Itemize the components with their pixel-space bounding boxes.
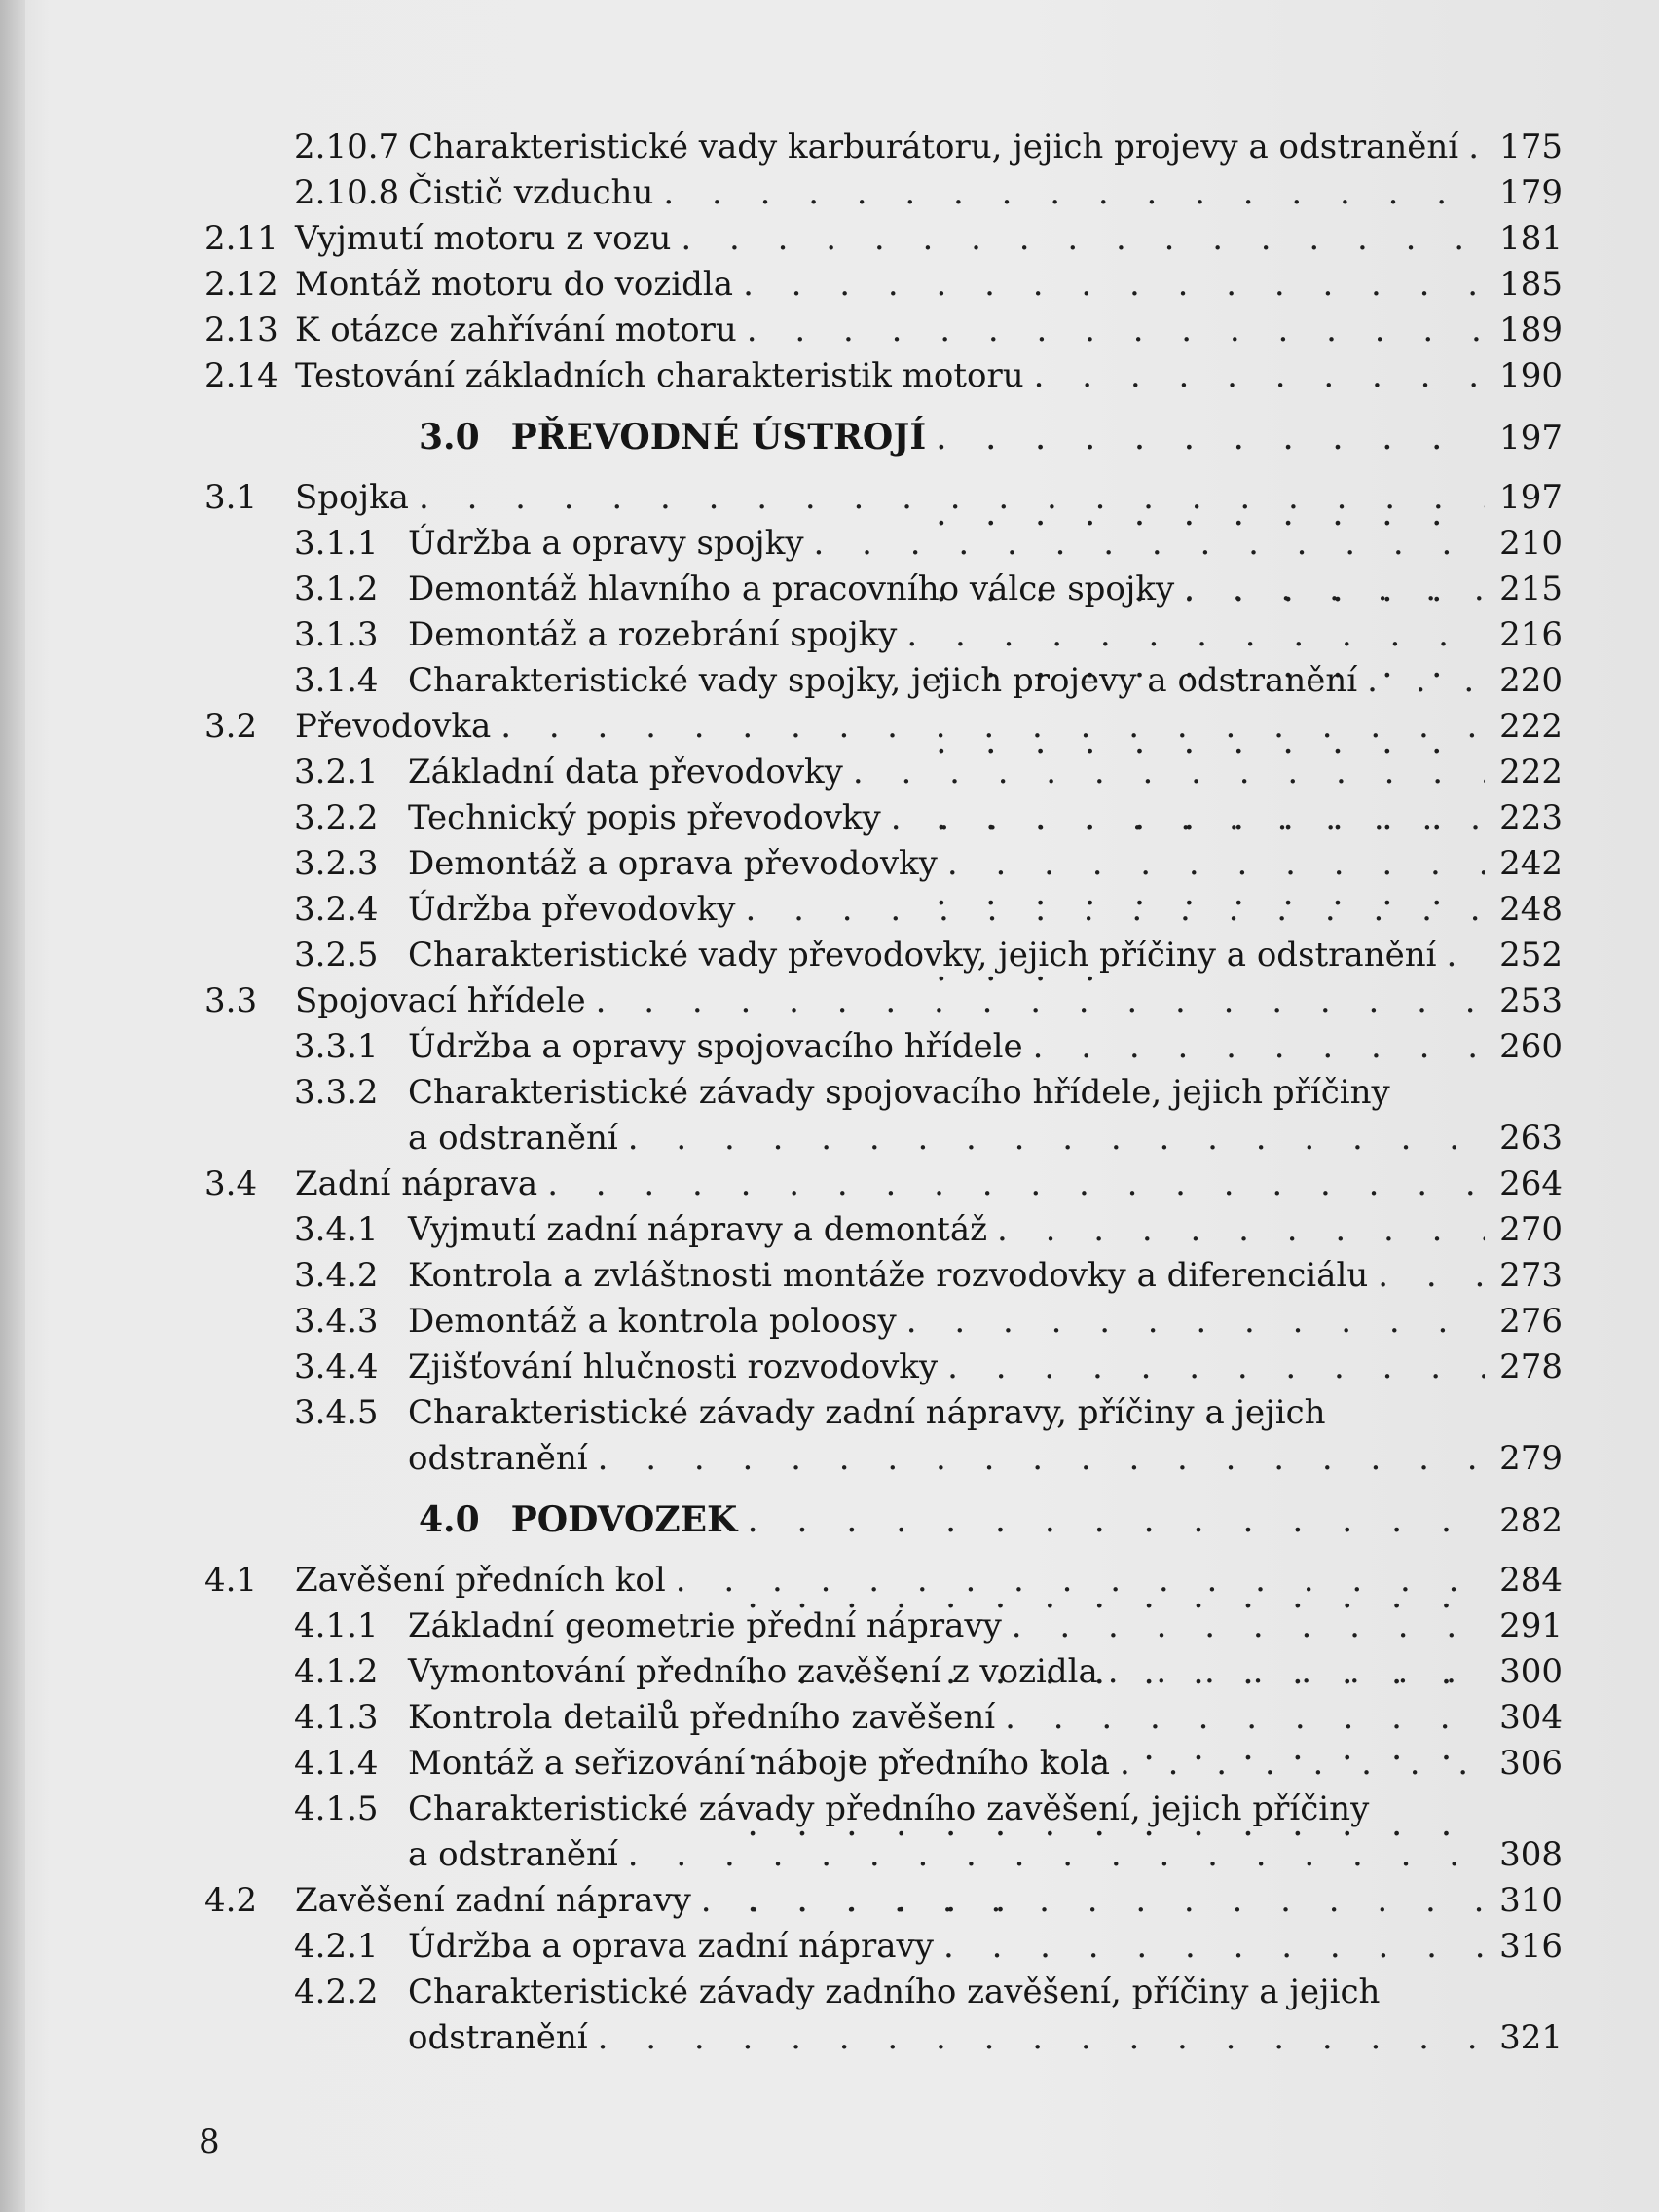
dot-leader [628, 1832, 1485, 1878]
page-ref: 270 [1499, 1210, 1563, 1249]
dot-leader [906, 1299, 1485, 1345]
dot-leader [701, 1878, 1485, 1924]
toc-chapter-heading [180, 1482, 1563, 1558]
chapter-number: 3.0 [419, 417, 480, 458]
toc-section-entry [180, 216, 1563, 262]
toc-subsection-entry [180, 1695, 1563, 1741]
toc-subsection-entry [180, 1390, 1563, 1482]
toc-subsection-entry [180, 1024, 1563, 1070]
page-ref: 279 [1499, 1439, 1563, 1478]
entry-title: Demontáž a rozebrání spojky [408, 615, 898, 654]
toc-subsection-entry [180, 658, 1563, 704]
toc-section-entry [180, 262, 1563, 308]
entry-title-continued: a odstranění [408, 1119, 618, 1158]
entry-number: 4.1.2 [294, 1652, 379, 1691]
chapter-name: PODVOZEK [510, 1499, 738, 1540]
entry-title: Čistič vzduchu [408, 173, 654, 212]
dot-leader [891, 795, 1485, 841]
dot-leader [1378, 1253, 1485, 1299]
entry-title-continued: odstranění [408, 2018, 588, 2057]
dot-leader [743, 262, 1485, 308]
dot-leader [814, 521, 1485, 567]
dot-leader [1005, 1695, 1485, 1741]
page-ref: 190 [1499, 356, 1563, 395]
entry-number: 3.3.1 [294, 1027, 379, 1066]
page-ref: 197 [1499, 419, 1563, 458]
page-ref: 197 [1499, 478, 1563, 517]
entry-title: Zavěšení zadní nápravy [295, 1881, 691, 1920]
entry-number: 4.2.2 [294, 1972, 379, 2011]
toc-subsection-entry [180, 933, 1563, 978]
entry-title: Zavěšení předních kol [295, 1561, 666, 1600]
entry-title-continued: odstranění [408, 1439, 588, 1478]
dot-leader [947, 841, 1485, 887]
toc-subsection-entry [180, 612, 1563, 658]
toc-section-entry [180, 978, 1563, 1024]
entry-number: 3.3.2 [294, 1073, 379, 1112]
entry-title: Vymontování předního zavěšení z vozidla [408, 1652, 1098, 1691]
entry-number: 3.2.3 [294, 844, 379, 883]
toc-subsection-entry [180, 1604, 1563, 1649]
page-ref: 310 [1499, 1881, 1563, 1920]
toc-subsection-entry [180, 125, 1563, 170]
toc-section-entry [180, 704, 1563, 750]
toc-subsection-entry [180, 750, 1563, 795]
toc-chapter-heading [180, 399, 1563, 475]
entry-title: Údržba a opravy spojky [408, 524, 804, 563]
entry-title: Charakteristické vady spojky, jejich projevy a odstranění [408, 661, 1358, 700]
entry-number: 4.2 [204, 1881, 258, 1920]
entry-number: 3.4 [204, 1164, 258, 1203]
entry-title: Základní geometrie přední nápravy [408, 1606, 1002, 1645]
entry-number: 4.1.5 [294, 1789, 379, 1828]
chapter-name: PŘEVODNÉ ÚSTROJÍ [510, 417, 927, 458]
entry-title: Spojovací hřídele [295, 981, 586, 1020]
entry-number: 3.1.3 [294, 615, 379, 654]
entry-number: 2.14 [204, 356, 278, 395]
entry-title: K otázce zahřívání motoru [295, 311, 737, 350]
entry-title: Demontáž a kontrola poloosy [408, 1302, 897, 1341]
entry-title: Demontáž hlavního a pracovního válce spojky [408, 570, 1175, 608]
entry-title: Technický popis převodovky [408, 798, 881, 837]
toc-subsection-entry [180, 1070, 1563, 1161]
entry-number: 4.1.3 [294, 1698, 379, 1737]
entry-number: 3.2 [204, 707, 258, 746]
page-ref: 223 [1499, 798, 1563, 837]
dot-leader [547, 1161, 1485, 1207]
dot-leader [1034, 353, 1485, 399]
chapter-title [419, 1482, 737, 1558]
page-ref: 222 [1499, 753, 1563, 792]
dot-leader [746, 887, 1486, 933]
page-ref: 291 [1499, 1606, 1563, 1645]
entry-number: 3.2.5 [294, 936, 379, 975]
dot-leader [598, 1436, 1485, 1482]
entry-title: Zadní náprava [295, 1164, 538, 1203]
page-ref: 264 [1499, 1164, 1563, 1203]
toc-subsection-entry [180, 567, 1563, 612]
page-ref: 175 [1499, 128, 1563, 166]
page-ref: 304 [1499, 1698, 1563, 1737]
page-ref: 276 [1499, 1302, 1563, 1341]
dot-leader [598, 2015, 1485, 2061]
page-ref: 321 [1499, 2018, 1563, 2057]
entry-number: 3.1 [204, 478, 258, 517]
page-ref: 215 [1499, 570, 1563, 608]
entry-title: Montáž a seřizování náboje předního kola [408, 1744, 1110, 1783]
dot-leader [1108, 1649, 1485, 1695]
entry-number: 3.2.4 [294, 890, 379, 929]
page-ref: 185 [1499, 265, 1563, 304]
toc-subsection-entry [180, 1253, 1563, 1299]
entry-title: Charakteristické vady karburátoru, jejich projevy a odstranění [408, 128, 1459, 166]
page-ref: 242 [1499, 844, 1563, 883]
entry-number: 4.1.1 [294, 1606, 379, 1645]
page-ref: 222 [1499, 707, 1563, 746]
entry-title: Vyjmutí motoru z vozu [295, 219, 672, 258]
entry-title: Údržba převodovky [408, 890, 736, 929]
dot-leader [1012, 1604, 1485, 1649]
dot-leader [1120, 1741, 1485, 1787]
toc-subsection-entry [180, 1924, 1563, 1970]
entry-title-continued: a odstranění [408, 1835, 618, 1874]
entry-title: Charakteristické závady zadního zavěšení, příčiny a jejich [408, 1972, 1381, 2011]
toc-subsection-entry [180, 1649, 1563, 1695]
toc-subsection-entry [180, 1345, 1563, 1390]
entry-title: Údržba a oprava zadní nápravy [408, 1927, 934, 1966]
entry-title: Kontrola a zvláštnosti montáže rozvodovky a diferenciálu [408, 1256, 1369, 1295]
entry-number: 2.10.8 [294, 173, 400, 212]
dot-leader [1447, 933, 1486, 978]
page-ref: 181 [1499, 219, 1563, 258]
entry-title: Spojka [295, 478, 409, 517]
entry-number: 3.2.2 [294, 798, 379, 837]
page-ref: 263 [1499, 1119, 1563, 1158]
dot-leader [906, 612, 1485, 658]
entry-number: 3.2.1 [294, 753, 379, 792]
toc-subsection-entry [180, 841, 1563, 887]
entry-title: Vyjmutí zadní nápravy a demontáž [408, 1210, 988, 1249]
toc-section-entry [180, 1878, 1563, 1924]
entry-number: 3.4.2 [294, 1256, 379, 1295]
toc-subsection-entry [180, 795, 1563, 841]
toc-section-entry [180, 353, 1563, 399]
table-of-contents [180, 125, 1563, 2061]
dot-leader [997, 1207, 1485, 1253]
page-ref: 308 [1499, 1835, 1563, 1874]
dot-leader [853, 750, 1485, 795]
entry-number: 3.4.4 [294, 1347, 379, 1386]
page-ref: 189 [1499, 311, 1563, 350]
dot-leader [681, 216, 1485, 262]
toc-subsection-entry [180, 887, 1563, 933]
entry-title: Montáž motoru do vozidla [295, 265, 734, 304]
chapter-title [419, 399, 926, 475]
page-ref: 278 [1499, 1347, 1563, 1386]
dot-leader [419, 475, 1485, 521]
toc-section-entry [180, 475, 1563, 521]
page-ref: 253 [1499, 981, 1563, 1020]
toc-subsection-entry [180, 1207, 1563, 1253]
entry-number: 2.10.7 [294, 128, 400, 166]
dot-leader [1468, 125, 1485, 170]
entry-number: 3.1.1 [294, 524, 379, 563]
entry-number: 3.4.1 [294, 1210, 379, 1249]
toc-subsection-entry [180, 521, 1563, 567]
dot-leader [747, 308, 1485, 353]
toc-subsection-entry [180, 1741, 1563, 1787]
dot-leader [676, 1558, 1485, 1604]
entry-number: 2.13 [204, 311, 278, 350]
entry-number: 4.1 [204, 1561, 258, 1600]
toc-section-entry [180, 1161, 1563, 1207]
entry-title: Demontáž a oprava převodovky [408, 844, 938, 883]
dot-leader [500, 704, 1485, 750]
page-ref: 220 [1499, 661, 1563, 700]
entry-title: Kontrola detailů předního zavěšení [408, 1698, 996, 1737]
page-number: 8 [199, 2122, 220, 2161]
dot-leader [1184, 567, 1485, 612]
dot-leader [947, 1345, 1485, 1390]
entry-number: 3.4.3 [294, 1302, 379, 1341]
entry-number: 2.12 [204, 265, 278, 304]
dot-leader [663, 170, 1485, 216]
page-ref: 273 [1499, 1256, 1563, 1295]
entry-number: 3.1.2 [294, 570, 379, 608]
toc-subsection-entry [180, 1299, 1563, 1345]
page-ref: 179 [1499, 173, 1563, 212]
chapter-number: 4.0 [419, 1499, 480, 1540]
dot-leader [596, 978, 1485, 1024]
toc-section-entry [180, 308, 1563, 353]
page-ref: 210 [1499, 524, 1563, 563]
entry-number: 3.4.5 [294, 1393, 379, 1432]
entry-title: Charakteristické vady převodovky, jejich příčiny a odstranění [408, 936, 1437, 975]
toc-subsection-entry [180, 1970, 1563, 2061]
entry-title: Charakteristické závady zadní nápravy, příčiny a jejich [408, 1393, 1326, 1432]
dot-leader [1033, 1024, 1485, 1070]
dot-leader [1367, 658, 1485, 704]
page-ref: 284 [1499, 1561, 1563, 1600]
toc-subsection-entry [180, 1787, 1563, 1878]
entry-title: Testování základních charakteristik motoru [295, 356, 1024, 395]
dot-leader [628, 1116, 1485, 1161]
entry-number: 4.1.4 [294, 1744, 379, 1783]
entry-title: Základní data převodovky [408, 753, 843, 792]
entry-number: 3.3 [204, 981, 258, 1020]
page-ref: 252 [1499, 936, 1563, 975]
toc-section-entry [180, 1558, 1563, 1604]
entry-title: Údržba a opravy spojovacího hřídele [408, 1027, 1023, 1066]
entry-number: 3.1.4 [294, 661, 379, 700]
page-ref: 306 [1499, 1744, 1563, 1783]
page-ref: 282 [1499, 1501, 1563, 1540]
page-ref: 248 [1499, 890, 1563, 929]
entry-number: 2.11 [204, 219, 278, 258]
entry-title: Zjišťování hlučnosti rozvodovky [408, 1347, 939, 1386]
page-ref: 316 [1499, 1927, 1563, 1966]
page-ref: 260 [1499, 1027, 1563, 1066]
entry-title: Převodovka [295, 707, 492, 746]
page-edge-shadow [0, 0, 25, 2212]
page-ref: 216 [1499, 615, 1563, 654]
entry-title: Charakteristické závady spojovacího hřídele, jejich příčiny [408, 1073, 1390, 1112]
page-ref: 300 [1499, 1652, 1563, 1691]
dot-leader [943, 1924, 1485, 1970]
entry-number: 4.2.1 [294, 1927, 379, 1966]
toc-subsection-entry [180, 170, 1563, 216]
entry-title: Charakteristické závady předního zavěšení, jejich příčiny [408, 1789, 1370, 1828]
